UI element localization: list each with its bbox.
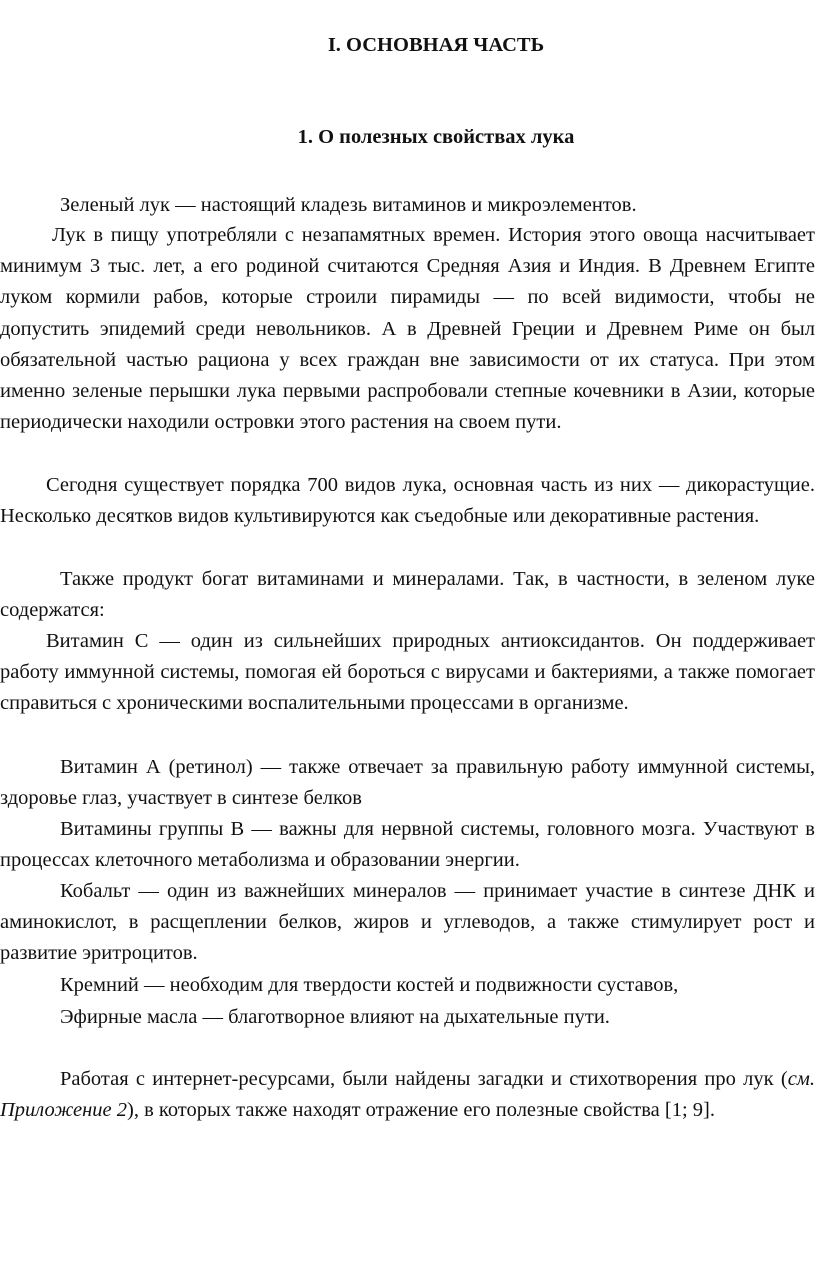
paragraph-vitamin-c: Витамин С — один из сильнейших природных антиоксидантов. Он поддерживает работу иммунной системы, помогая ей бороться с вирусами и бактериями, а также помогает справиться с хроническими воспалительными процессами в организме.	[0, 630, 815, 715]
paragraph-essential-oils: Эфирные масла — благотворное влияют на дыхательные пути.	[60, 1006, 610, 1028]
paragraph-internet-resources	[0, 1064, 815, 1126]
paragraph-species: Сегодня существует порядка 700 видов лука, основная часть из них — дикорастущие. Несколько десятков видов культивируются как съедобные или декоративные растения.	[0, 474, 815, 528]
appendix-reference[interactable]: см. Приложение 2	[0, 1068, 815, 1122]
subsection-heading: 1. О полезных свойствах лука	[297, 126, 575, 148]
paragraph-history: Лук в пищу употребляли с незапамятных времен. История этого овоща насчитывает минимум 3 тыс. лет, а его родиной считаются Средняя Азия и Индия. В Древнем Египте луком кормили рабов, которые строили пирамиды — по всей видимости, чтобы не допустить эпидемий среди невольников. А в Древней Греции и Древнем Риме он был обязательной частью рациона у всех граждан вне зависимости от их статуса. При этом именно зеленые перышки лука первыми распробовали степные кочевники в Азии, которые периодически находили островки этого растения на своем пути.	[0, 224, 815, 434]
paragraph-vitamin-a: Витамин А (ретинол) — также отвечает за правильную работу иммунной системы, здоровье глаз, участвует в синтезе белков	[0, 756, 815, 810]
paragraph-silicon: Кремний — необходим для твердости костей и подвижности суставов,	[60, 974, 679, 996]
paragraph-text-start: Работая с интернет-ресурсами, были найдены загадки и стихотворения про лук (	[60, 1068, 788, 1090]
paragraph-vitamin-b: Витамины группы В — важны для нервной системы, головного мозга. Участвуют в процессах клеточного метаболизма и образовании энергии.	[0, 818, 815, 872]
paragraph-intro: Зеленый лук — настоящий кладезь витаминов и микроэлементов.	[60, 194, 637, 216]
section-heading: I. ОСНОВНАЯ ЧАСТЬ	[327, 34, 545, 56]
paragraph-text-end: ), в которых также находят отражение его полезные свойства [1; 9].	[127, 1099, 715, 1122]
paragraph-cobalt: Кобальт — один из важнейших минералов — принимает участие в синтезе ДНК и аминокислот, в расщеплении белков, жиров и углеводов, а также стимулирует рост и развитие эритроцитов.	[0, 880, 815, 965]
paragraph-vitamins-intro: Также продукт богат витаминами и минералами. Так, в частности, в зеленом луке содержатся:	[0, 568, 815, 622]
